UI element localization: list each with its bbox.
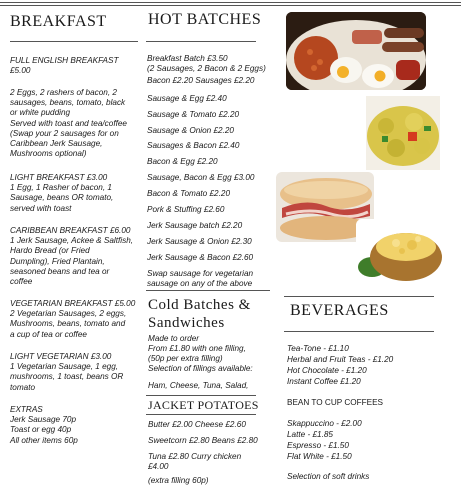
- jacket-item: Tuna £2.80 Curry chicken £4.00: [148, 452, 242, 472]
- hot-item: Sausage & Egg £2.40: [147, 94, 227, 103]
- vegetarian-breakfast: VEGETARIAN BREAKFAST £5.00 2 Vegetarian Sausages, 2 eggs, Mushrooms, beans, tomato and a cup of tea or coffee: [10, 299, 136, 339]
- jacket-top-rule: [146, 395, 256, 396]
- cold-fillings-list: Ham, Cheese, Tuna, Salad,: [148, 381, 249, 390]
- hot-item: Sausage, Bacon & Egg £3.00: [147, 173, 255, 182]
- beverage-item: Flat White - £1.50: [287, 452, 352, 461]
- beverage-item: Hot Chocolate - £1.20: [287, 366, 367, 375]
- beverage-item: Skappuccino - £2.00: [287, 419, 362, 428]
- ackee-saltfish-photo: [366, 96, 440, 170]
- light-vegetarian: LIGHT VEGETARIAN £3.00 1 Vegetarian Sausage, 1 egg, mushrooms, 1 toast, beans OR tomato: [10, 352, 124, 392]
- full-english-desc: 2 Eggs, 2 rashers of bacon, 2 sausages, beans, tomato, black or white pudding Served with toast and tea/coffee (Swap your 2 sausages for on Caribbean Jerk Sausage, Mushrooms optional): [10, 88, 127, 159]
- hot-batches-section: [148, 11, 288, 29]
- hot-batches-heading: HOT BATCHES: [148, 11, 262, 28]
- beverages-bottom-rule: [284, 331, 434, 332]
- hot-item: Bacon & Tomato £2.20: [147, 189, 230, 198]
- hot-item: Breakfast Batch £3.50 (2 Sausages, 2 Bacon & 2 Eggs): [147, 54, 266, 74]
- hot-item: Jerk Sausage & Bacon £2.60: [147, 253, 254, 262]
- english-breakfast-photo: [286, 12, 426, 90]
- cold-made-to-order: Made to order From £1.80 with one filling, (50p per extra filling): [148, 334, 246, 364]
- bean-to-cup-heading: BEAN TO CUP COFFEES: [287, 398, 383, 407]
- breakfast-heading: BREAKFAST: [10, 13, 107, 30]
- jacket-heading: JACKET POTATOES: [148, 398, 259, 412]
- jacket-bottom-rule: [146, 414, 256, 415]
- breakfast-section: [10, 13, 140, 31]
- beverages-heading: BEVERAGES: [290, 302, 389, 319]
- top-rule-1: [0, 2, 461, 3]
- beverage-item: Latte - £1.85: [287, 430, 333, 439]
- hot-item: Sausages & Bacon £2.40: [147, 141, 240, 150]
- beverage-item: Tea-Tone - £1.10: [287, 344, 349, 353]
- jacket-item: Sweetcorn £2.80 Beans £2.80: [148, 436, 258, 445]
- hot-item: Pork & Stuffing £2.60: [147, 205, 225, 214]
- hot-item: Bacon £2.20 Sausages £2.20: [147, 76, 255, 85]
- cold-batches-section: [148, 296, 278, 332]
- cold-fillings-label: Selection of fillings available:: [148, 364, 253, 373]
- cold-batches-heading: Cold Batches & Sandwiches: [148, 297, 251, 331]
- jacket-extra-filling: (extra filling 60p): [148, 476, 209, 485]
- vegetarian-swap-note: Swap sausage for vegetarian sausage on any of the above: [147, 269, 254, 289]
- extras: EXTRAS Jerk Sausage 70p Toast or egg 40p All other items 60p: [10, 405, 78, 445]
- breakfast-rule: [10, 41, 138, 42]
- full-english-title: FULL ENGLISH BREAKFAST £5.00: [10, 56, 119, 76]
- soft-drinks-note: Selection of soft drinks: [287, 472, 370, 481]
- hot-item: Sausage & Tomato £2.20: [147, 110, 240, 119]
- hot-item: Sausage & Onion £2.20: [147, 126, 234, 135]
- hot-batches-rule: [146, 41, 256, 42]
- beverage-item: Espresso - £1.50: [287, 441, 349, 450]
- hot-item: Jerk Sausage & Onion £2.30: [147, 237, 252, 246]
- hot-batches-end-rule: [146, 290, 270, 291]
- top-rule-2: [0, 5, 461, 6]
- hot-item: Jerk Sausage batch £2.20: [147, 221, 243, 230]
- caribbean-breakfast: CARIBBEAN BREAKFAST £6.00 1 Jerk Sausage, Ackee & Saltfish, Hardo Bread (or Fried Dumpling), Fried Plantain, seasoned beans and tea or coffee: [10, 226, 134, 287]
- jacket-item: Butter £2.00 Cheese £2.60: [148, 420, 246, 429]
- beverage-item: Herbal and Fruit Teas - £1.20: [287, 355, 394, 364]
- beverage-item: Instant Coffee £1.20: [287, 377, 361, 386]
- light-breakfast: LIGHT BREAKFAST £3.00 1 Egg, 1 Rasher of bacon, 1 Sausage, beans OR tomato, served with toast: [10, 173, 114, 213]
- hot-item: Bacon & Egg £2.20: [147, 157, 218, 166]
- beverages-top-rule: [284, 296, 434, 297]
- jacket-potato-photo: [356, 219, 444, 285]
